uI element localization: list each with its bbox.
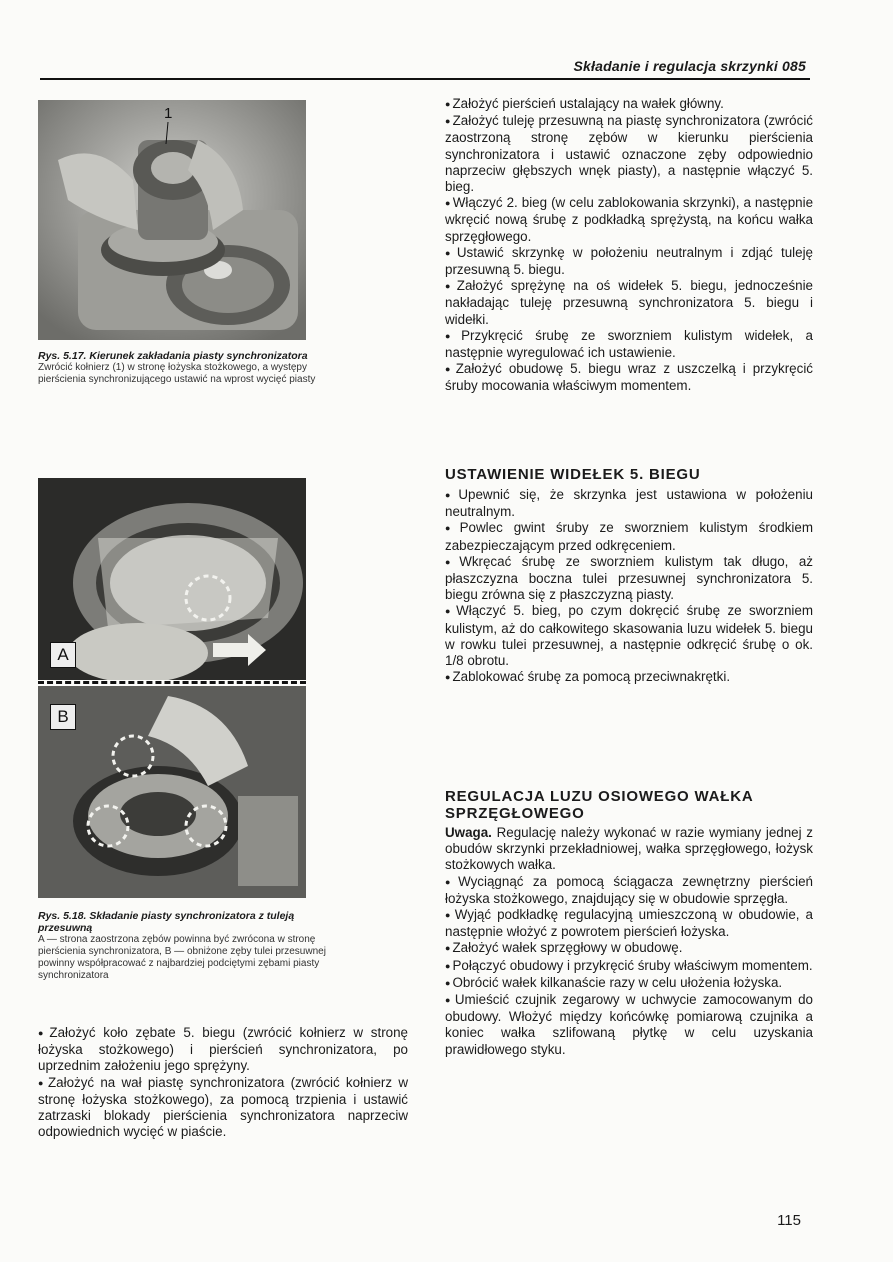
figure-5-18-caption-body: A — strona zaostrzona zębów powinna być zwrócona w stronę pierścienia synchronizatora, B — obniżone zęby tulei przesuwnej powinny współpracować z najbardziej podciętymi zębami piasty synchronizatora (38, 934, 326, 981)
right-column-text (445, 96, 813, 395)
note-paragraph (445, 825, 813, 874)
hub-assembly-illustration (38, 686, 306, 898)
shaft-bullet: ● Obrócić wałek kilkanaście razy w celu ułożenia łożyska. (445, 975, 813, 992)
gearbox-photo-illustration (38, 100, 306, 340)
section-fork (445, 466, 813, 686)
right-bullet: ● Założyć obudowę 5. biegu wraz z uszczelką i przykręcić śruby mocowania właściwym momentem. (445, 361, 813, 394)
fork-bullet: ● Upewnić się, że skrzynka jest ustawiona w położeniu neutralnym. (445, 487, 813, 520)
page-number: 115 (777, 1212, 801, 1229)
right-bullet: ● Przykręcić śrubę ze sworzniem kulistym widełek, a następnie wyregulować ich ustawienie. (445, 328, 813, 361)
section-heading-fork: USTAWIENIE WIDEŁEK 5. BIEGU (445, 466, 701, 483)
shaft-bullet: ● Wyciągnąć za pomocą ściągacza zewnętrzny pierścień łożyska stożkowego, znajdujący się w obudowie sprzęgła. (445, 874, 813, 907)
figure-5-17-caption (38, 350, 338, 386)
right-bullet: ● Założyć tuleję przesuwną na piastę synchronizatora (zwrócić zaostrzoną stronę zębów w kierunku pierścienia synchronizatora i ustawić oznaczone zęby odpowiednio naprzeciw głębszych wnęk piasty), a następnie włączyć 5. bieg. (445, 113, 813, 195)
page-header (40, 54, 810, 80)
shaft-bullet: ● Wyjąć podkładkę regulacyjną umieszczoną w obudowie, a następnie włożyć z powrotem pierścień łożyska. (445, 907, 813, 940)
left-bullet: ● Założyć koło zębate 5. biegu (zwrócić kołnierz w stronę łożyska stożkowego) i pierścień synchronizatora, po uprzednim założeniu jego sprężyny. (38, 1025, 408, 1075)
synchronizer-sleeve-illustration (38, 478, 306, 680)
figure-divider (38, 681, 306, 684)
figure-label-a: A (50, 642, 76, 668)
right-bullet: ● Ustawić skrzynkę w położeniu neutralnym i zdjąć tuleję przesuwną 5. biegu. (445, 245, 813, 278)
running-title: Składanie i regulacja skrzynki 085 (573, 58, 806, 74)
right-bullet: ● Założyć pierścień ustalający na wałek główny. (445, 96, 813, 113)
note-text: Regulację należy wykonać w razie wymiany jednej z obudów skrzynki przekładniowej, wałka sprzęgłowego, łożysk stożkowych wałka. (445, 825, 813, 873)
figure-5-18-caption-title: Rys. 5.18. Składanie piasty synchronizatora z tuleją przesuwną (38, 910, 295, 934)
fork-bullet: ● Wkręcać śrubę ze sworzniem kulistym tak długo, aż płaszczyzna boczna tulei przesuwnej synchronizatora 5. biegu zrówna się z płaszczyzną piasty. (445, 554, 813, 604)
left-column-text (38, 1025, 408, 1140)
section-shaft (445, 788, 813, 1058)
figure-5-17-caption-title: Rys. 5.17. Kierunek zakładania piasty synchronizatora (38, 350, 308, 362)
figure-5-18-caption (38, 910, 338, 982)
callout-label-1: 1 (164, 105, 173, 122)
left-bullet: ● Założyć na wał piastę synchronizatora (zwrócić kołnierz w stronę łożyska stożkowego), za pomocą trzpienia i ustawić zatrzaski blokady pierścienia synchronizatora naprzeciw odpowiednich wycięć w piaście. (38, 1075, 408, 1141)
fork-bullet: ● Włączyć 5. bieg, po czym dokręcić śrubę ze sworzniem kulistym, aż do całkowitego skasowania luzu widełek 5. biegu w rowku tulei przesuwnej, a następnie odkręcić śrubę o ok. 1/8 obrotu. (445, 603, 813, 669)
figure-label-b: B (50, 704, 76, 730)
fork-bullet: ● Zablokować śrubę za pomocą przeciwnakrętki. (445, 669, 813, 686)
figure-5-18-photo-a (38, 478, 306, 680)
fork-bullet: ● Powlec gwint śruby ze sworzniem kulistym środkiem zabezpieczającym przed odkręceniem. (445, 520, 813, 553)
shaft-bullet: ● Połączyć obudowy i przykręcić śruby właściwym momentem. (445, 958, 813, 975)
shaft-bullet: ● Założyć wałek sprzęgłowy w obudowę. (445, 940, 813, 957)
figure-5-18-photo-b (38, 686, 306, 898)
shaft-bullet: ● Umieścić czujnik zegarowy w uchwycie zamocowanym do obudowy. Włożyć między końcówkę pomiarową czujnika a koniec wałka szlifowaną płytkę w celu uzyskania prawidłowego styku. (445, 992, 813, 1058)
right-bullet: ● Włączyć 2. bieg (w celu zablokowania skrzynki), a następnie wkręcić nową śrubę z podkładką sprężystą, na końcu wałka sprzęgłowego. (445, 195, 813, 245)
figure-5-17-photo (38, 100, 306, 340)
note-label: Uwaga. (445, 825, 492, 840)
section-heading-shaft: REGULACJA LUZU OSIOWEGO WAŁKA SPRZĘGŁOWEGO (445, 788, 753, 822)
figure-5-17-caption-body: Zwrócić kołnierz (1) w stronę łożyska stożkowego, a występy pierścienia synchronizującego ustawić na wprost wycięć piasty (38, 362, 316, 385)
right-bullet: ● Założyć sprężynę na oś widełek 5. biegu, jednocześnie nakładając tuleję przesuwną synchronizatora 5. biegu i widełki. (445, 278, 813, 328)
